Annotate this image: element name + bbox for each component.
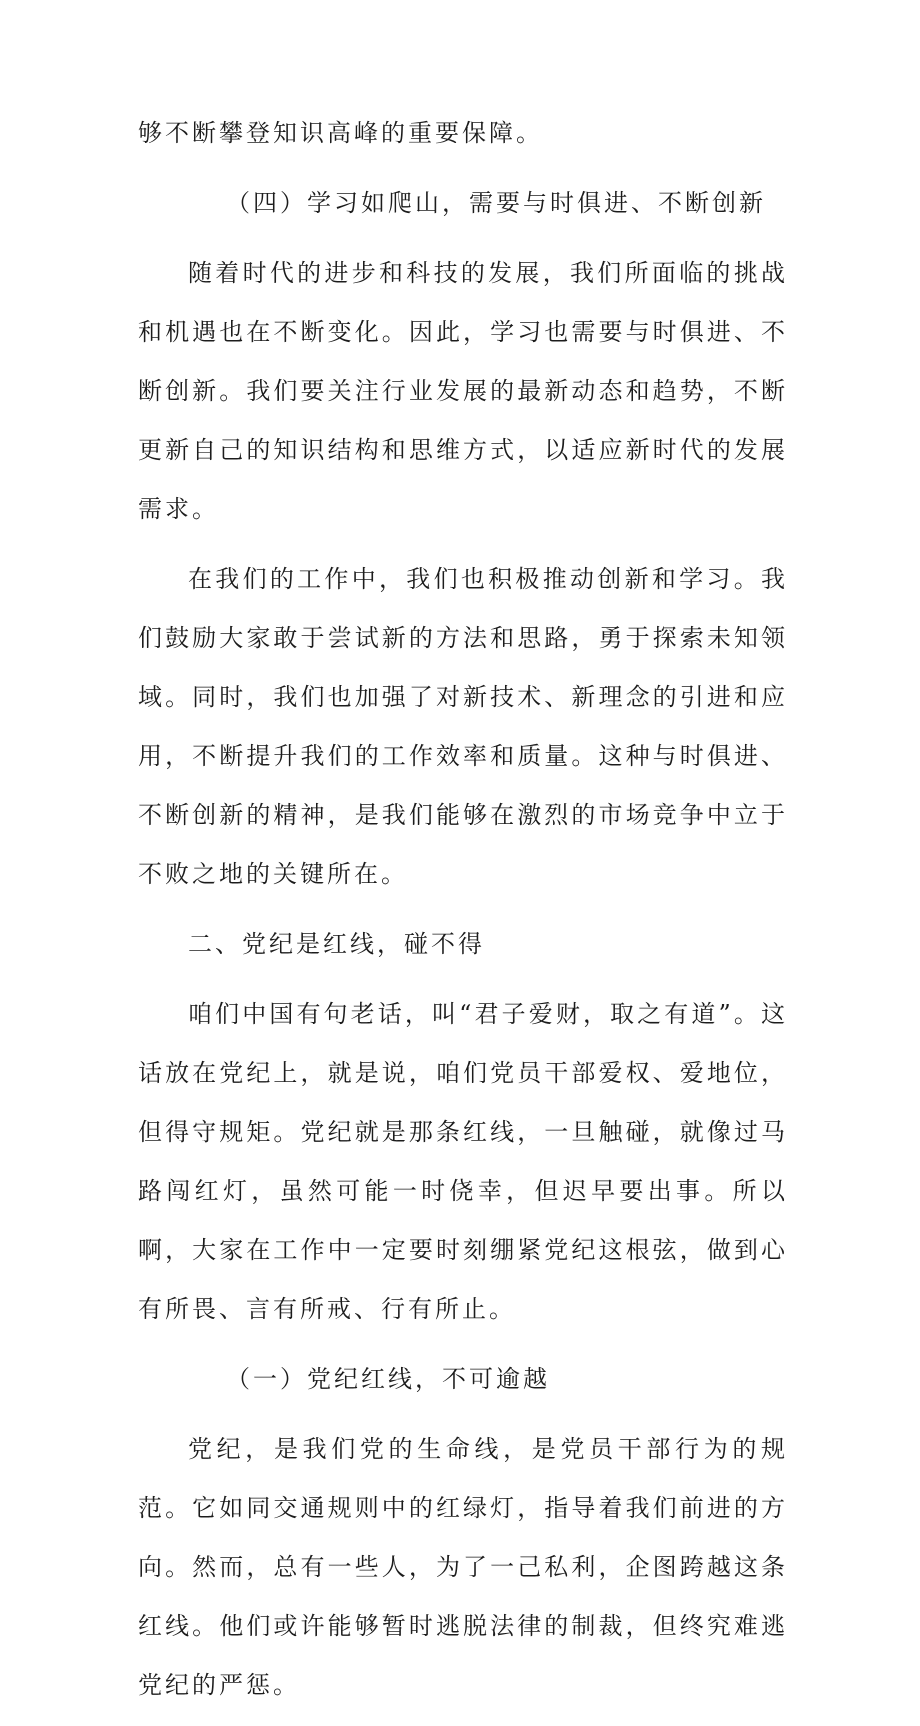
paragraph: 党纪，是我们党的生命线，是党员干部行为的规范。它如同交通规则中的红绿灯，指导着我们前进的方向。然而，总有一些人，为了一己私利，企图跨越这条红线。他们或许能够暂时逃脱法律的制裁，但终究难逃党纪的严惩。 xyxy=(138,1435,788,1699)
paragraph: 咱们中国有句老话，叫“君子爱财，取之有道”。这话放在党纪上，就是说，咱们党员干部爱权、爱地位，但得守规矩。党纪就是那条红线，一旦触碰，就像过马路闯红灯，虽然可能一时侥幸，但迟早要出事。所以啊，大家在工作中一定要时刻绷紧党纪这根弦，做到心有所畏、言有所戒、行有所止。 xyxy=(138,1000,788,1323)
subheading-4: （四）学习如爬山，需要与时俱进、不断创新 xyxy=(226,189,766,217)
document-body xyxy=(138,104,788,1726)
paragraph: 随着时代的进步和科技的发展，我们所面临的挑战和机遇也在不断变化。因此，学习也需要与时俱进、不断创新。我们要关注行业发展的最新动态和趋势，不断更新自己的知识结构和思维方式，以适应新时代的发展需求。 xyxy=(138,259,788,523)
subheading-1: （一）党纪红线，不可逾越 xyxy=(226,1365,550,1393)
paragraph-continuation: 够不断攀登知识高峰的重要保障。 xyxy=(138,119,543,147)
paragraph: 在我们的工作中，我们也积极推动创新和学习。我们鼓励大家敢于尝试新的方法和思路，勇于探索未知领域。同时，我们也加强了对新技术、新理念的引进和应用，不断提升我们的工作效率和质量。这种与时俱进、不断创新的精神，是我们能够在激烈的市场竞争中立于不败之地的关键所在。 xyxy=(138,565,788,888)
section-heading-2: 二、党纪是红线，碰不得 xyxy=(188,930,485,958)
